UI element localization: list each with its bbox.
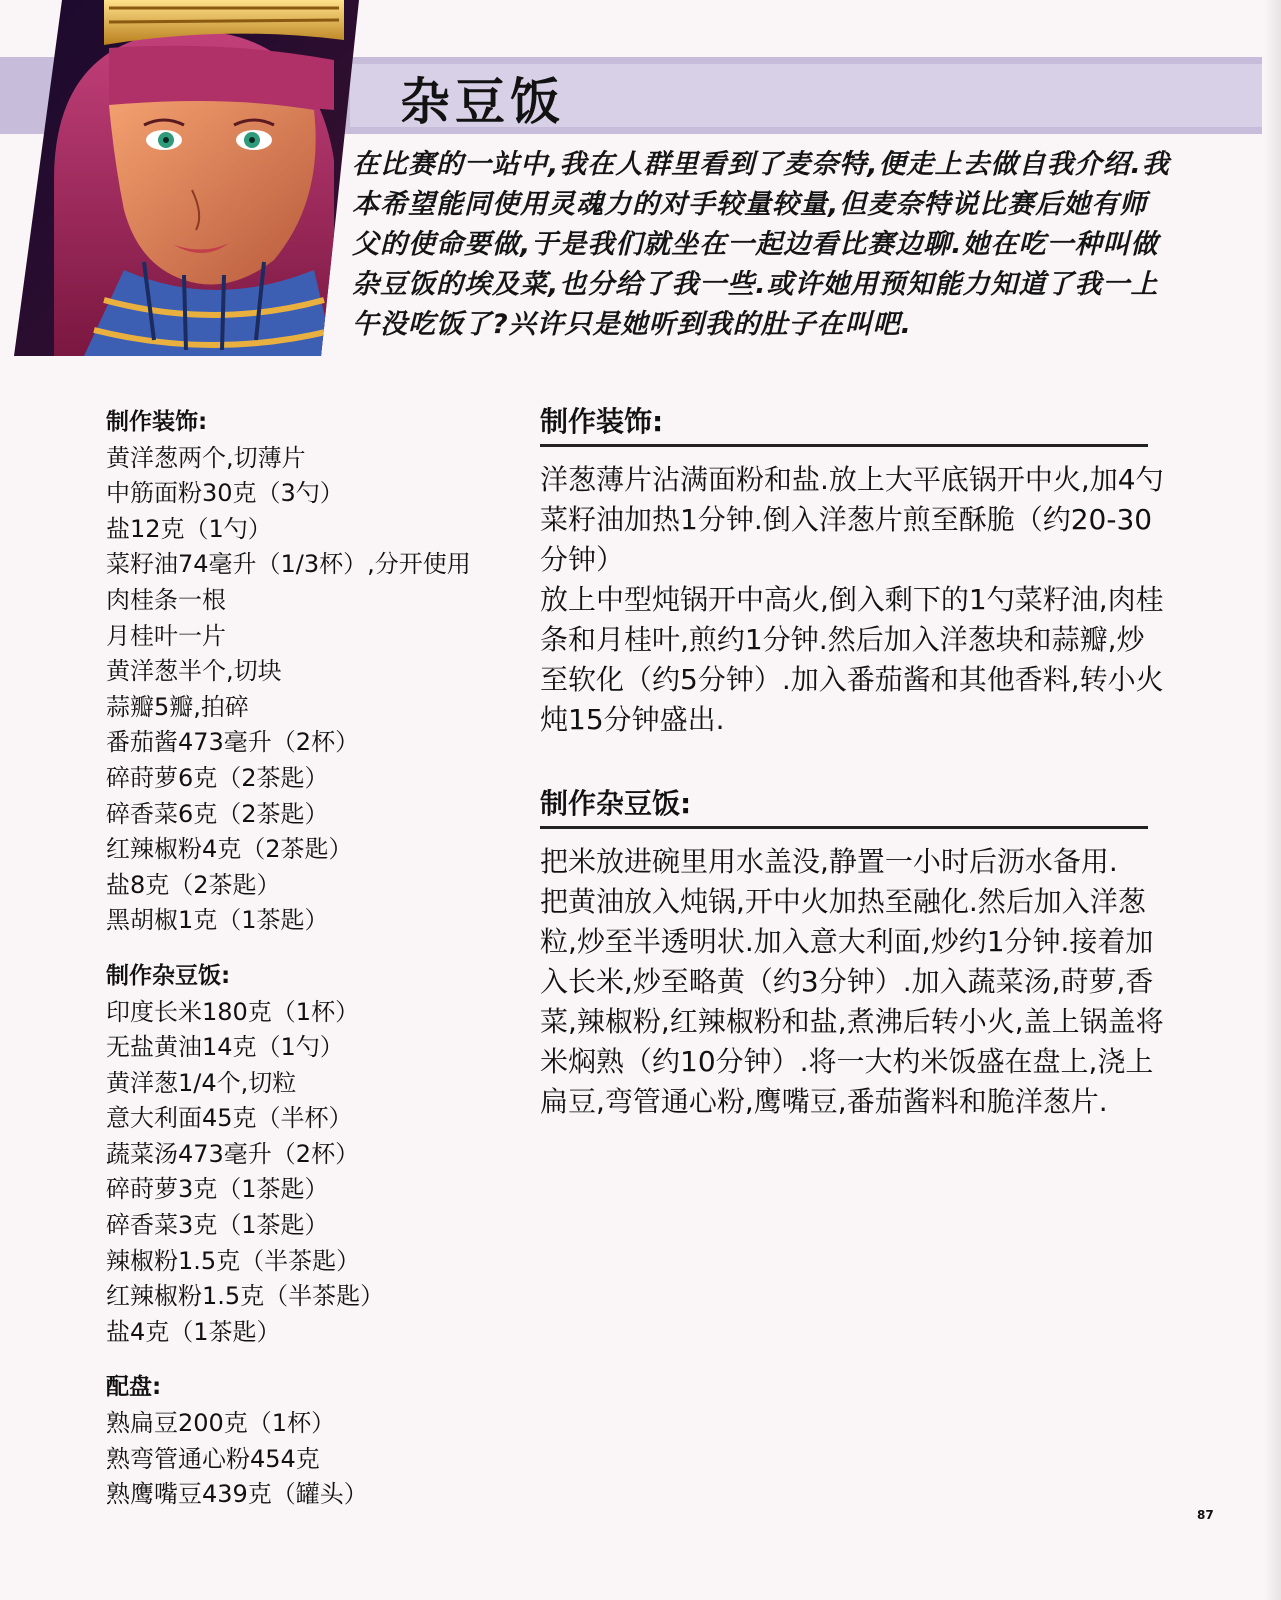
ingredient-item: 月桂叶一片 — [106, 621, 226, 650]
step-paragraph: 放上中型炖锅开中高火,倒入剩下的1勺菜籽油,肉桂条和月桂叶,煎约1分钟.然后加入洋葱块和蒜瓣,炒至软化（约5分钟）.加入番茄酱和其他香料,转小火炖15分钟盛出. — [540, 583, 1164, 736]
ingredients-rice-heading: 制作杂豆饭: — [106, 962, 231, 989]
ingredient-item: 碎莳萝3克（1茶匙） — [106, 1175, 329, 1204]
ingredient-item: 熟弯管通心粉454克 — [106, 1444, 320, 1473]
ingredient-item: 辣椒粉1.5克（半茶匙） — [106, 1246, 361, 1275]
ingredient-item: 蔬菜汤473毫升（2杯） — [106, 1139, 360, 1168]
ingredient-item: 黑胡椒1克（1茶匙） — [106, 906, 329, 935]
steps-column — [540, 400, 1170, 1122]
steps-rice-heading: 制作杂豆饭: — [540, 782, 1148, 829]
ingredient-item: 番茄酱473毫升（2杯） — [106, 728, 360, 757]
ingredient-item: 碎香菜3克（1茶匙） — [106, 1211, 329, 1240]
step-paragraph: 把米放进碗里用水盖没,静置一小时后沥水备用. — [540, 845, 1118, 878]
character-portrait — [14, 0, 359, 356]
ingredient-item: 中筋面粉30克（3勺） — [106, 479, 344, 508]
ingredient-item: 熟鹰嘴豆439克（罐头） — [106, 1480, 368, 1509]
ingredient-item: 盐12克（1勺） — [106, 514, 272, 543]
recipe-title: 杂豆饭 — [400, 73, 565, 131]
ingredient-item: 红辣椒粉4克（2茶匙） — [106, 835, 353, 864]
page-edge — [1263, 0, 1281, 1600]
ingredient-item: 黄洋葱两个,切薄片 — [106, 443, 306, 472]
ingredient-item: 肉桂条一根 — [106, 585, 226, 614]
ingredient-item: 盐4克（1茶匙） — [106, 1317, 281, 1346]
intro-paragraph: 在比赛的一站中,我在人群里看到了麦奈特,便走上去做自我介绍.我本希望能同使用灵魂力的对手较量较量,但麦奈特说比赛后她有师父的使命要做,于是我们就坐在一起边看比赛边聊.她在吃一种叫做杂豆饭的埃及菜,也分给了我一些.或许她用预知能力知道了我一上午没吃饭了?兴许只是她听到我的肚子在叫吧. — [352, 149, 1170, 340]
page-number: 87 — [1197, 1508, 1214, 1522]
step-paragraph: 把黄油放入炖锅,开中火加热至融化.然后加入洋葱粒,炒至半透明状.加入意大利面,炒约1分钟.接着加入长米,炒至略黄（约3分钟）.加入蔬菜汤,莳萝,香菜,辣椒粉,红辣椒粉和盐,煮沸后转小火,盖上锅盖将米焖熟（约10分钟）.将一大杓米饭盛在盘上,浇上扁豆,弯管通心粉,鹰嘴豆,番茄酱料和脆洋葱片. — [540, 885, 1164, 1118]
ingredient-item: 无盐黄油14克（1勺） — [106, 1033, 344, 1062]
ingredients-sides-heading: 配盘: — [106, 1374, 162, 1401]
ingredients-garnish-heading: 制作装饰: — [106, 409, 208, 435]
steps-garnish-body — [540, 460, 1170, 740]
ingredient-item: 印度长米180克（1杯） — [106, 997, 360, 1026]
ingredient-item: 熟扁豆200克（1杯） — [106, 1409, 336, 1438]
step-paragraph: 洋葱薄片沾满面粉和盐.放上大平底锅开中火,加4勺菜籽油加热1分钟.倒入洋葱片煎至酥脆（约20-30分钟） — [540, 463, 1164, 576]
ingredient-item: 碎香菜6克（2茶匙） — [106, 799, 329, 828]
ingredient-item: 黄洋葱半个,切块 — [106, 657, 282, 686]
ingredient-item: 红辣椒粉1.5克（半茶匙） — [106, 1282, 385, 1311]
steps-garnish-heading: 制作装饰: — [540, 400, 1148, 447]
ingredient-item: 碎莳萝6克（2茶匙） — [106, 763, 329, 792]
ingredient-item: 蒜瓣5瓣,拍碎 — [106, 692, 249, 721]
ingredient-item: 意大利面45克（半杯） — [106, 1104, 353, 1133]
ingredients-column — [106, 405, 526, 1513]
ingredient-item: 盐8克（2茶匙） — [106, 870, 281, 899]
steps-rice-body — [540, 842, 1170, 1122]
portrait-illustration — [14, 0, 359, 356]
ingredient-item: 黄洋葱1/4个,切粒 — [106, 1068, 297, 1097]
ingredient-item: 菜籽油74毫升（1/3杯）,分开使用 — [106, 550, 471, 579]
